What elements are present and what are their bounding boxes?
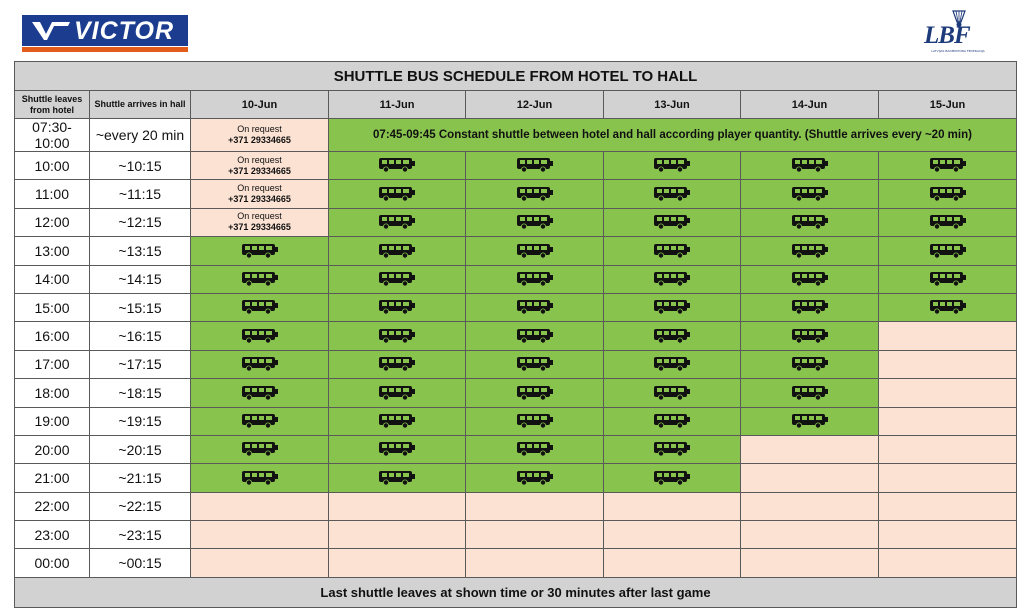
scheduled-cell [329, 237, 466, 265]
scheduled-cell [741, 180, 879, 208]
bus-icon [653, 413, 691, 429]
no-service-cell [191, 549, 329, 577]
scheduled-cell [329, 265, 466, 293]
scheduled-cell [191, 237, 329, 265]
scheduled-cell [329, 464, 466, 492]
bus-icon [241, 385, 279, 401]
no-service-cell [604, 492, 741, 520]
bus-icon [516, 186, 554, 202]
arrive-time: ~20:15 [90, 435, 191, 463]
bus-icon [653, 385, 691, 401]
arrive-time: ~16:15 [90, 322, 191, 350]
arrive-time: ~18:15 [90, 379, 191, 407]
no-service-cell [879, 521, 1017, 549]
scheduled-cell [466, 350, 604, 378]
no-service-cell [191, 521, 329, 549]
no-service-cell [329, 521, 466, 549]
scheduled-cell [329, 407, 466, 435]
scheduled-cell [466, 208, 604, 236]
bus-icon [653, 328, 691, 344]
no-service-cell [466, 521, 604, 549]
table-row [15, 379, 1017, 407]
bus-icon [516, 385, 554, 401]
bus-icon [653, 271, 691, 287]
on-request-phone: +371 29334665 [228, 194, 291, 205]
leave-time: 19:00 [15, 407, 90, 435]
bus-icon [791, 356, 829, 372]
leave-time: 14:00 [15, 265, 90, 293]
bus-icon [378, 157, 416, 173]
arrive-time: ~11:15 [90, 180, 191, 208]
no-service-cell [741, 464, 879, 492]
bus-icon [791, 271, 829, 287]
bus-icon [929, 299, 967, 315]
scheduled-cell [604, 435, 741, 463]
leave-time: 12:00 [15, 208, 90, 236]
scheduled-cell [604, 208, 741, 236]
day-header: 10-Jun [191, 91, 329, 119]
scheduled-cell [466, 237, 604, 265]
on-request-phone: +371 29334665 [228, 222, 291, 233]
on-request-phone: +371 29334665 [228, 165, 291, 176]
table-row [15, 549, 1017, 577]
bus-icon [791, 299, 829, 315]
schedule-table [14, 61, 1017, 608]
bus-icon [378, 328, 416, 344]
bus-icon [516, 470, 554, 486]
scheduled-cell [329, 293, 466, 321]
bus-icon [241, 243, 279, 259]
bus-icon [791, 186, 829, 202]
bus-icon [516, 157, 554, 173]
scheduled-cell [466, 152, 604, 180]
day-header: 13-Jun [604, 91, 741, 119]
no-service-cell [879, 350, 1017, 378]
no-service-cell [604, 549, 741, 577]
no-service-cell [329, 492, 466, 520]
schedule-title: SHUTTLE BUS SCHEDULE FROM HOTEL TO HALL [15, 62, 1017, 91]
scheduled-cell [466, 180, 604, 208]
table-row [15, 521, 1017, 549]
bus-icon [929, 243, 967, 259]
scheduled-cell [604, 237, 741, 265]
scheduled-cell [741, 322, 879, 350]
leave-time: 00:00 [15, 549, 90, 577]
bus-icon [791, 214, 829, 230]
scheduled-cell [191, 464, 329, 492]
bus-icon [378, 413, 416, 429]
arrive-time: ~22:15 [90, 492, 191, 520]
day-header: 15-Jun [879, 91, 1017, 119]
lbf-wordmark: LBF [924, 22, 970, 49]
bus-icon [791, 243, 829, 259]
arrive-time: ~13:15 [90, 237, 191, 265]
bus-icon [653, 186, 691, 202]
arrive-time: ~21:15 [90, 464, 191, 492]
scheduled-cell [741, 237, 879, 265]
footer-note: Last shuttle leaves at shown time or 30 minutes after last game [15, 577, 1017, 607]
bus-icon [241, 441, 279, 457]
on-request-label: On request [237, 183, 282, 194]
leave-time: 17:00 [15, 350, 90, 378]
arrive-time: ~23:15 [90, 521, 191, 549]
no-service-cell [879, 379, 1017, 407]
on-request-cell [191, 152, 329, 180]
scheduled-cell [604, 180, 741, 208]
bus-icon [241, 470, 279, 486]
leave-time: 10:00 [15, 152, 90, 180]
scheduled-cell [329, 208, 466, 236]
table-row [15, 119, 1017, 152]
scheduled-cell [879, 293, 1017, 321]
no-service-cell [741, 435, 879, 463]
scheduled-cell [741, 152, 879, 180]
scheduled-cell [466, 322, 604, 350]
constant-shuttle-note: 07:45-09:45 Constant shuttle between hotel and hall according player quantity. (Shuttle arrives every ~20 min) [329, 119, 1017, 152]
victor-v-icon [32, 20, 70, 42]
bus-icon [516, 299, 554, 315]
header-row [15, 91, 1017, 119]
bus-icon [378, 470, 416, 486]
no-service-cell [604, 521, 741, 549]
lbf-logo [918, 10, 996, 56]
arrive-time: ~14:15 [90, 265, 191, 293]
scheduled-cell [879, 265, 1017, 293]
scheduled-cell [741, 407, 879, 435]
bus-icon [653, 299, 691, 315]
scheduled-cell [329, 180, 466, 208]
scheduled-cell [604, 464, 741, 492]
no-service-cell [191, 492, 329, 520]
scheduled-cell [191, 350, 329, 378]
bus-icon [929, 271, 967, 287]
day-header: 12-Jun [466, 91, 604, 119]
scheduled-cell [604, 407, 741, 435]
scheduled-cell [466, 435, 604, 463]
header-arrives: Shuttle arrives in hall [90, 91, 191, 119]
on-request-cell [191, 208, 329, 236]
scheduled-cell [329, 435, 466, 463]
table-row [15, 237, 1017, 265]
bus-icon [241, 271, 279, 287]
scheduled-cell [604, 265, 741, 293]
leave-time: 07:30-10:00 [15, 119, 90, 152]
scheduled-cell [741, 379, 879, 407]
table-row [15, 407, 1017, 435]
bus-icon [653, 441, 691, 457]
no-service-cell [879, 322, 1017, 350]
bus-icon [378, 385, 416, 401]
bus-icon [791, 385, 829, 401]
bus-icon [378, 299, 416, 315]
header-leaves: Shuttle leaves from hotel [15, 91, 90, 119]
scheduled-cell [466, 407, 604, 435]
bus-icon [653, 356, 691, 372]
no-service-cell [879, 464, 1017, 492]
no-service-cell [466, 492, 604, 520]
scheduled-cell [191, 293, 329, 321]
arrive-time: ~12:15 [90, 208, 191, 236]
bus-icon [653, 243, 691, 259]
bus-icon [516, 356, 554, 372]
leave-time: 18:00 [15, 379, 90, 407]
table-row [15, 265, 1017, 293]
bus-icon [241, 328, 279, 344]
scheduled-cell [604, 322, 741, 350]
bus-icon [378, 243, 416, 259]
scheduled-cell [741, 350, 879, 378]
table-row [15, 492, 1017, 520]
leave-time: 15:00 [15, 293, 90, 321]
bus-icon [516, 271, 554, 287]
no-service-cell [329, 549, 466, 577]
no-service-cell [879, 492, 1017, 520]
scheduled-cell [466, 464, 604, 492]
no-service-cell [741, 492, 879, 520]
victor-logo [22, 15, 188, 52]
bus-icon [516, 413, 554, 429]
scheduled-cell [741, 265, 879, 293]
arrive-time: ~17:15 [90, 350, 191, 378]
bus-icon [241, 356, 279, 372]
on-request-label: On request [237, 124, 282, 134]
day-header: 11-Jun [329, 91, 466, 119]
leave-time: 11:00 [15, 180, 90, 208]
bus-icon [929, 186, 967, 202]
no-service-cell [879, 435, 1017, 463]
leave-time: 21:00 [15, 464, 90, 492]
table-row [15, 293, 1017, 321]
bus-icon [791, 413, 829, 429]
table-row [15, 464, 1017, 492]
bus-icon [378, 186, 416, 202]
table-row [15, 350, 1017, 378]
arrive-time: ~10:15 [90, 152, 191, 180]
bus-icon [516, 441, 554, 457]
scheduled-cell [329, 152, 466, 180]
table-row [15, 435, 1017, 463]
scheduled-cell [329, 350, 466, 378]
bus-icon [791, 157, 829, 173]
bus-icon [791, 328, 829, 344]
bus-icon [929, 214, 967, 230]
table-row [15, 152, 1017, 180]
no-service-cell [879, 549, 1017, 577]
no-service-cell [741, 549, 879, 577]
scheduled-cell [466, 293, 604, 321]
scheduled-cell [741, 208, 879, 236]
arrive-time: ~00:15 [90, 549, 191, 577]
on-request-cell [191, 180, 329, 208]
day-header: 14-Jun [741, 91, 879, 119]
leave-time: 22:00 [15, 492, 90, 520]
table-row [15, 208, 1017, 236]
page-header [0, 0, 1024, 58]
bus-icon [378, 441, 416, 457]
bus-icon [378, 214, 416, 230]
on-request-label: On request [237, 211, 282, 222]
bus-icon [653, 157, 691, 173]
on-request-cell [191, 119, 329, 152]
arrive-time: ~19:15 [90, 407, 191, 435]
bus-icon [241, 413, 279, 429]
victor-wordmark: VICTOR [74, 17, 174, 45]
scheduled-cell [741, 293, 879, 321]
scheduled-cell [879, 152, 1017, 180]
scheduled-cell [329, 322, 466, 350]
bus-icon [516, 214, 554, 230]
scheduled-cell [604, 152, 741, 180]
scheduled-cell [879, 208, 1017, 236]
scheduled-cell [604, 350, 741, 378]
scheduled-cell [329, 379, 466, 407]
lbf-subtitle: LATVIJAS BADMINTONA FEDERĀCIJA [931, 50, 985, 53]
scheduled-cell [879, 180, 1017, 208]
bus-icon [516, 328, 554, 344]
no-service-cell [879, 407, 1017, 435]
bus-icon [378, 356, 416, 372]
scheduled-cell [466, 379, 604, 407]
bus-icon [516, 243, 554, 259]
bus-icon [241, 299, 279, 315]
on-request-label: On request [237, 154, 282, 165]
bus-icon [378, 271, 416, 287]
bus-icon [653, 214, 691, 230]
arrive-time: ~every 20 min [90, 119, 191, 152]
scheduled-cell [604, 379, 741, 407]
leave-time: 23:00 [15, 521, 90, 549]
scheduled-cell [191, 407, 329, 435]
bus-icon [929, 157, 967, 173]
leave-time: 20:00 [15, 435, 90, 463]
no-service-cell [741, 521, 879, 549]
scheduled-cell [191, 435, 329, 463]
on-request-phone: +371 29334665 [228, 135, 291, 145]
arrive-time: ~15:15 [90, 293, 191, 321]
leave-time: 16:00 [15, 322, 90, 350]
bus-icon [653, 470, 691, 486]
scheduled-cell [604, 293, 741, 321]
scheduled-cell [191, 265, 329, 293]
table-row [15, 322, 1017, 350]
scheduled-cell [191, 322, 329, 350]
scheduled-cell [466, 265, 604, 293]
scheduled-cell [191, 379, 329, 407]
table-row [15, 180, 1017, 208]
no-service-cell [466, 549, 604, 577]
scheduled-cell [879, 237, 1017, 265]
leave-time: 13:00 [15, 237, 90, 265]
